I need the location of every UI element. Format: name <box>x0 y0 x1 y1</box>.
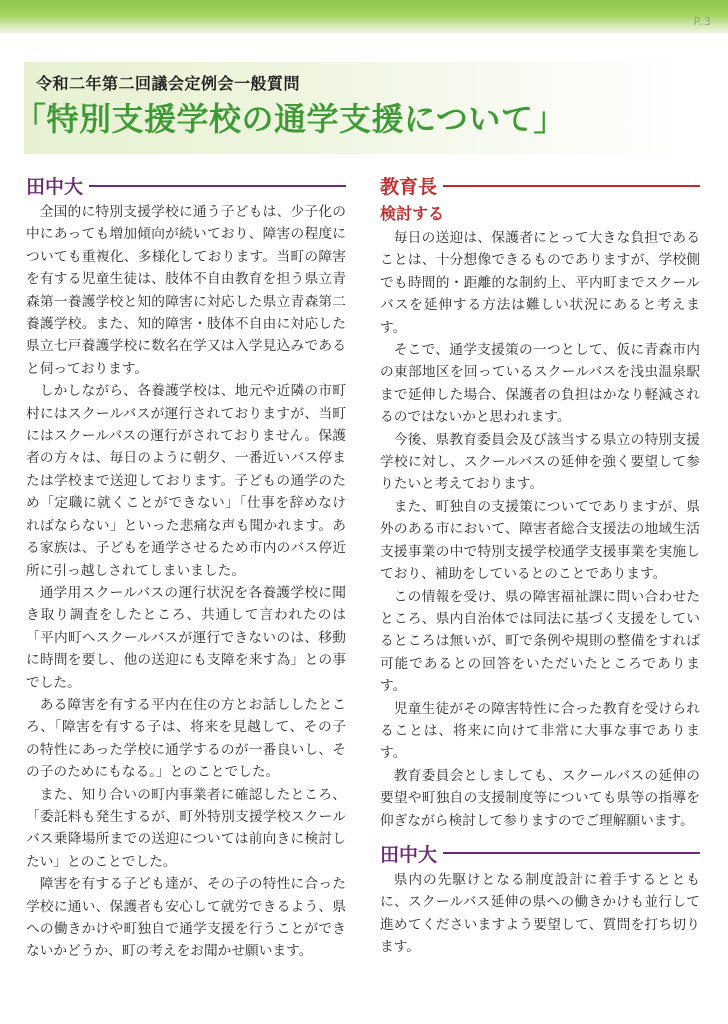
respondent-name: 教育長 <box>380 176 438 198</box>
questioner-name: 田中大 <box>26 176 84 198</box>
followup-paragraph: 県内の先駆けとなる制度設計に着手するとともに、スクールバス延伸の県への働きかけも並行して進めてくださいますよう要望して、質問を打ち切ります。 <box>380 871 700 956</box>
question-paragraph: 障害を有する子ども達が、その子の特性に合った学校に通い、保護者も安心して就労できるよう、県への働きかけや町独自で通学支援を行うことができないかどうか、町の考えをお聞かせ願います。 <box>26 876 346 960</box>
answer-paragraph: 児童生徒がその障害特性に合った教育を受けられることは、将来に向けて非常に大事な事であります。 <box>380 700 700 762</box>
page-number: P.3 <box>693 15 712 28</box>
followup-speaker-name: 田中大 <box>380 843 438 866</box>
answer-paragraph: この情報を受け、県の障害福祉課に問い合わせたところ、県内自治体では同法に基づく支援をしているところは無いが、町で条例や規則の整備をすれば可能であるとの回答をいただいたところであります。 <box>380 588 700 695</box>
question-paragraph: ある障害を有する平内在住の方とお話ししたところ、「障害を有する子は、将来を見越して、その子の特性にあった学校に通学するのが一番良いし、その子のためにもなる。」とのことでした。 <box>26 696 346 781</box>
heading-rule <box>443 185 700 187</box>
left-column <box>26 172 346 963</box>
questioner-heading <box>26 172 346 199</box>
answer-paragraph: また、町独自の支援策についてでありますが、県外のある市において、障害者総合支援法の地域生活支援事業の中で特別支援学校通学支援事業を実施しており、補助をしているとのことであります。 <box>380 498 700 583</box>
respondent-heading <box>380 172 700 199</box>
answer-topic: 検討する <box>380 204 445 223</box>
answer-paragraph: そこで、通学支援策の一つとして、仮に青森市内の東部地区を回っているスクールバスを浅虫温泉駅まで延伸した場合、保護者の負担はかなり軽減されるのではないかと思われます。 <box>380 342 700 426</box>
heading-rule <box>443 852 700 854</box>
answer-paragraph: 教育委員会としましても、スクールバスの延伸の要望や町独自の支援制度等についても県等の指導を仰ぎながら検討して参りますのでご理解願います。 <box>380 767 700 829</box>
question-paragraph: 全国的に特別支援学校に通う子どもは、少子化の中にあっても増加傾向が続いており、障害の程度についても重複化、多様化しております。当町の障害を有する児童生徒は、肢体不自由教育を担う県立青森第一養護学校と知的障害に対応した県立青森第二養護学校。また、知的障害・肢体不自由に対応した県立七戸養護学校に数名在学又は入学見込みであると伺っております。 <box>26 204 346 377</box>
top-banner <box>0 0 728 34</box>
question-paragraph: しかしながら、各養護学校は、地元や近隣の市町村にはスクールバスが運行されておりますが、当町にはスクールバスの運行がされておりません。保護者の方々は、毎日のように朝夕、一番近いバス停または学校まで送迎しております。子どもの通学のため「定職に就くことができない」「仕事を辞めなければならない」といった悲痛な声も聞かれます。ある家族は、子どもを通学させるため市内のバス停近所に引っ越しされてしまいました。 <box>26 383 346 579</box>
answer-paragraph: 今後、県教育委員会及び該当する県立の特別支援学校に対し、スクールバスの延伸を強く要望して参りたいと考えております。 <box>380 431 700 493</box>
heading-rule <box>89 185 346 187</box>
article-subtitle: 令和二年第二回議会定例会一般質問 <box>36 74 301 93</box>
answer-paragraph: 毎日の送迎は、保護者にとって大きな負担であることは、十分想像できるものでありますが、学校側でも時間的・距離的な制約上、平内町までスクールバスを延伸する方法は難しい状況にあると考えます。 <box>380 230 700 336</box>
answer-block <box>380 227 700 832</box>
question-paragraph: また、知り合いの町内事業者に確認したところ、「委託料も発生するが、町外特別支援学校スクールバス乗降場所までの送迎については前向きに検討したい」とのことでした。 <box>26 786 346 870</box>
followup-heading <box>380 840 700 867</box>
right-column <box>380 172 700 959</box>
article-title: 「特別支援学校の通学支援について」 <box>14 100 566 138</box>
question-paragraph: 通学用スクールバスの運行状況を各養護学校に聞き取り調査をしたところ、共通して言われたのは「平内町へスクールバスが運行できないのは、移動に時間を要し、他の送迎にも支障を来す為」との事でした。 <box>26 584 346 691</box>
